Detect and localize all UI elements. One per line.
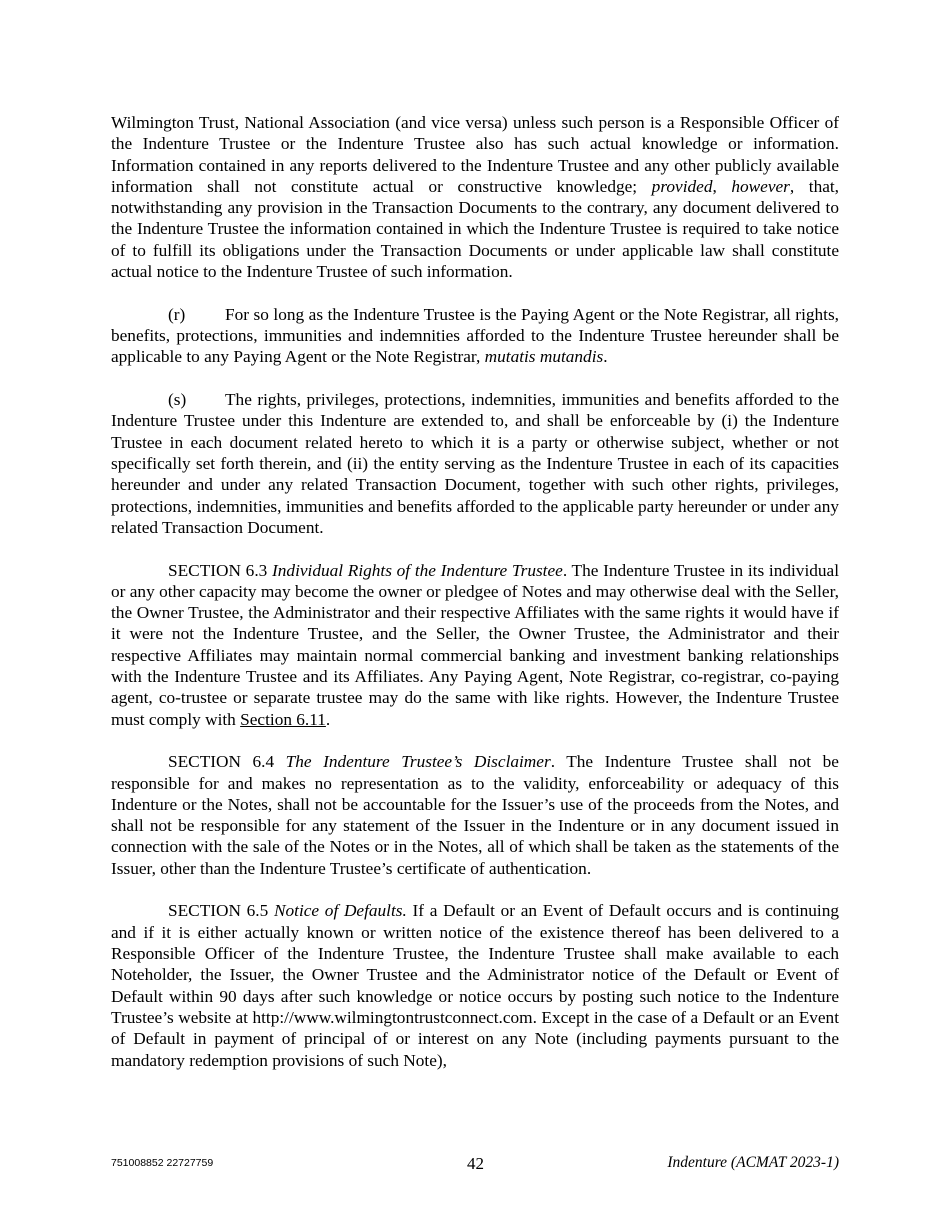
- clause-label-r: (r): [168, 304, 186, 324]
- section-number: SECTION 6.3: [168, 560, 268, 580]
- section-reference-link[interactable]: Section 6.11: [240, 709, 326, 729]
- document-title: Indenture (ACMAT 2023-1): [667, 1154, 839, 1171]
- section-6-4: SECTION 6.4 The Indenture Trustee’s Disclaimer. The Indenture Trustee shall not be responsible for and makes no representation as to the validity, enforceability or adequacy of this Indenture or the Notes, shall not be accountable for the Issuer’s use of the proceeds from the Notes, and shall not be responsible for any statement of the Issuer in the Indenture or in any document issued in connection with the sale of the Notes or in the Notes, all of which shall be taken as the statements of the Issuer, other than the Indenture Trustee’s certificate of authentication.: [111, 752, 839, 878]
- paragraph-r: (r) For so long as the Indenture Trustee is the Paying Agent or the Note Registrar, all rights, benefits, protections, immunities and indemnities afforded to the Indenture Trustee hereunder shall be applicable to any Paying Agent or the Note Registrar, mutatis mutandis.: [111, 304, 839, 367]
- section-heading: Individual Rights of the Indenture Trustee: [272, 560, 563, 580]
- paragraph-continuation: Wilmington Trust, National Association (and vice versa) unless such person is a Responsible Officer of the Indenture Trustee or the Indenture Trustee also has such actual knowledge or information. Information contained in any reports delivered to the Indenture Trustee and any other publicly available information shall not constitute actual or constructive knowledge; provided, however, that, notwithstanding any provision in the Transaction Documents to the contrary, any document delivered to the Indenture Trustee the information contained in which the Indenture Trustee is required to take notice of to fulfill its obligations under the Transaction Documents or under applicable law shall constitute actual notice to the Indenture Trustee of such information.: [111, 113, 839, 282]
- section-number: SECTION 6.4: [168, 752, 275, 772]
- page-number: 42: [467, 1154, 484, 1173]
- clause-label-s: (s): [168, 390, 187, 410]
- section-heading: Notice of Defaults.: [273, 901, 407, 921]
- page-footer: [111, 1154, 839, 1174]
- paragraph-s: (s) The rights, privileges, protections, indemnities, immunities and benefits afforded to the Indenture Trustee under this Indenture are extended to, and shall be enforceable by (i) the Indenture Trustee in each document related hereto to which it is a party or otherwise subject, whether or not specifically set forth therein, and (ii) the entity serving as the Indenture Trustee in each of its capacities hereunder and under any related Transaction Document, together with such other rights, privileges, protections, indemnities, immunities and benefits afforded to the applicable party hereunder or under any related Transaction Document.: [111, 390, 839, 537]
- section-heading: The Indenture Trustee’s Disclaimer: [285, 752, 551, 772]
- document-body: [111, 112, 839, 1092]
- section-number: SECTION 6.5: [168, 901, 269, 921]
- section-6-5: SECTION 6.5 Notice of Defaults. If a Default or an Event of Default occurs and is continuing and if it is either actually known or written notice of the existence thereof has been delivered to a Responsible Officer of the Indenture Trustee, the Indenture Trustee shall make available to each Noteholder, the Issuer, the Owner Trustee and the Administrator notice of the Default or Event of Default within 90 days after such knowledge or notice occurs by posting such notice to the Indenture Trustee’s website at http://www.wilmingtontrustconnect.com. Except in the case of a Default or an Event of Default in payment of principal of or interest on any Note (including payments pursuant to the mandatory redemption provisions of such Note),: [111, 901, 839, 1070]
- document-id: 751008852 22727759: [111, 1157, 214, 1169]
- section-6-3: SECTION 6.3 Individual Rights of the Indenture Trustee. The Indenture Trustee in its individual or any other capacity may become the owner or pledgee of Notes and may otherwise deal with the Seller, the Owner Trustee, the Administrator and their respective Affiliates with the same rights it would have if it were not the Indenture Trustee, and the Seller, the Owner Trustee, the Administrator and their respective Affiliates may maintain normal commercial banking and investment banking relationships with the Indenture Trustee and its Affiliates. Any Paying Agent, Note Registrar, co-registrar, co-paying agent, co-trustee or separate trustee may do the same with like rights. However, the Indenture Trustee must comply with Section 6.11.: [111, 560, 839, 729]
